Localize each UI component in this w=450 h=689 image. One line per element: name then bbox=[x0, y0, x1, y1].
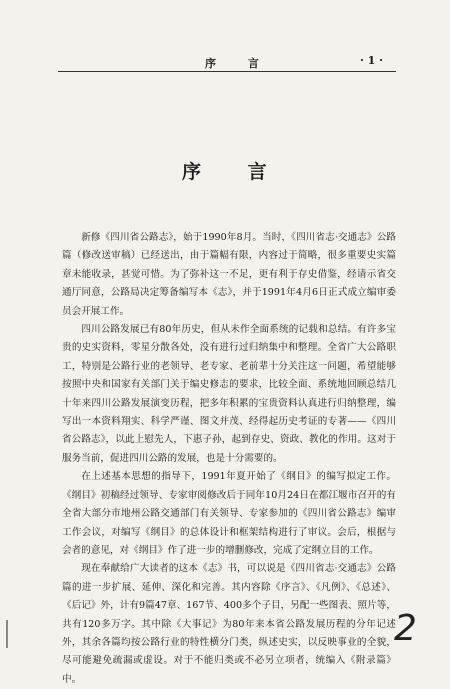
paragraph-3: 在上述基本思想的指导下，1991年夏开始了《纲目》的编写拟定工作。《纲目》初稿经过领导、专家审阅修改后于同年10月24日在都江堰市召开的有全省大部分市地州公路交通部门有关领导、专家参加的《四川省公路志》编审工作会议，对编写《纲目》的总体设计和框架结构进行了审议。会后，根据与会者的意见，对《纲目》作了进一步的增删修改，完成了定纲立目的工作。 bbox=[62, 471, 396, 556]
paragraph-1: 新修《四川省公路志》，始于1990年8月。当时，《四川省志·交通志》公路篇（修改送审稿）已经送出，由于篇幅有限，内容过于简略，很多重要史实篇章未能收录，甚觉可惜。为了弥补这一不足，更有利于存史借鉴，经请示省交通厅同意，公路局决定筹备编写本《志》，并于1991年4月6日正式成立编审委员会开展工作。 bbox=[62, 232, 396, 317]
paragraph-2: 四川公路发展已有80年历史，但从未作全面系统的记载和总结。有许多宝贵的史实资料，零星分散各处，没有进行过归纳集中和整理。全省广大公路职工，特别是公路行业的老领导、老专家、老前辈十分关注这一问题，希望能够按照中央和国家有关部门关于编史修志的要求，比较全面、系统地回顾总结几十年来四川公路发展演变历程，把多年积累的宝贵资料认真进行归纳整理，编写出一本资料翔实、科学严谨、图文并茂、经得起历史考证的专著——《四川省公路志》，以此上慰先人，下惠子孙，起到存史、资政、教化的作用。这对于服务当前，促进四川公路的发展，也是十分需要的。 bbox=[62, 324, 396, 464]
paragraph-4: 现在奉献给广大读者的这本《志》书，可以说是《四川省志·交通志》公路篇的进一步扩展、延伸、深化和完善。其内容除《序言》、《凡例》、《总述》、《后记》外，计有9篇47章、167节、400多个子目，另配一些图表、照片等，共有120多万字。其中除《大事记》为80年来本省公路发展历程的分年记述外，其余各篇均按公路行业的特性横分门类，纵述史实，以反映事业的全貌，尽可能避免疏漏或虚设。对于不能归类或不必另立项者，统编入《附录篇》中。 bbox=[62, 563, 396, 685]
running-header-title: 序 言 bbox=[205, 57, 273, 70]
handwritten-page-number: 2 bbox=[394, 608, 417, 649]
header-rule bbox=[58, 71, 396, 72]
running-header-page-number: · 1 · bbox=[360, 54, 383, 67]
body-text bbox=[62, 229, 396, 689]
scan-edge-mark bbox=[6, 620, 12, 648]
document-title: 序 言 bbox=[182, 161, 287, 183]
